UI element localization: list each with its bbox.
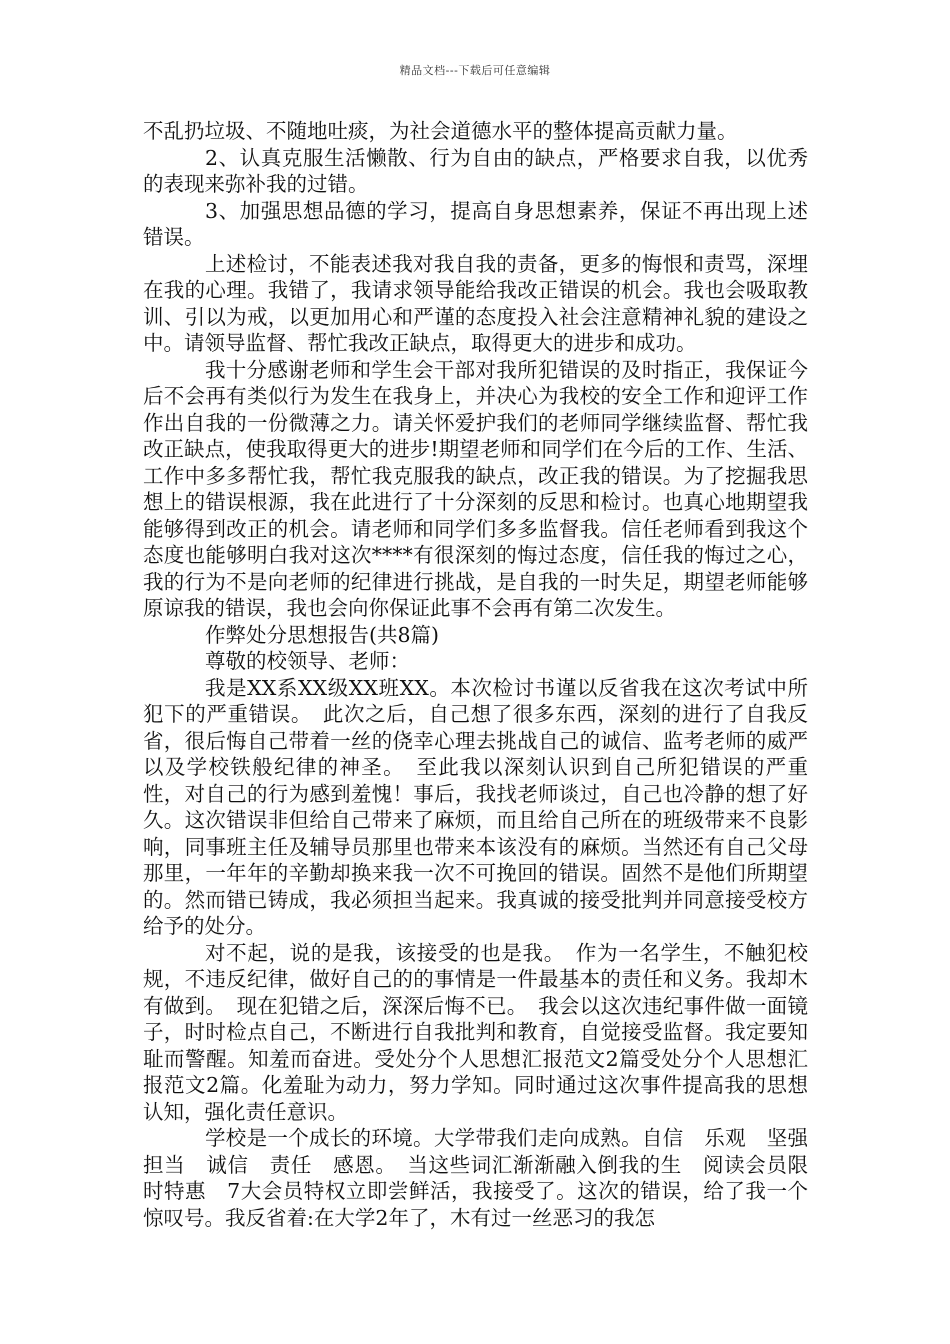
paragraph: 3、加强思想品德的学习，提高自身思想素养，保证不再出现上述错误。 (143, 198, 808, 249)
paragraph: 我是XX系XX级XX班XX。本次检讨书谨以反省我在这次考试中所犯下的严重错误。 此次之后，自己想了很多东西，深刻的进行了自我反省，很后悔自己带着一丝的侥幸心理去挑战自己的诚信、监考老师的威严以及学校铁般纪律的神圣。 至此我以深刻认识到自己所犯错误的严重性，对自己的行为感到羞愧！事后，我找老师谈过，自己也冷静的想了好久。这次错误非但给自己带来了麻烦，而且给自己所在的班级带来不良影响，同事班主任及辅导员那里也带来本该没有的麻烦。当然还有自己父母那里，一年年的辛勤却换来我一次不可挽回的错误。固然不是他们所期望的。然而错已铸成，我必须担当起来。我真诚的接受批判并同意接受校方给予的处分。 (143, 675, 808, 938)
paragraph: 上述检讨，不能表述我对我自我的责备，更多的悔恨和责骂，深埋在我的心理。我错了，我请求领导能给我改正错误的机会。我也会吸取教训、引以为戒，以更加用心和严谨的态度投入社会注意精神礼貌的建设之中。请领导监督、帮忙我改正缺点，取得更大的进步和成功。 (143, 251, 808, 355)
salutation: 尊敬的校领导、老师： (205, 649, 410, 673)
paragraph: 2、认真克服生活懒散、行为自由的缺点，严格要求自我，以优秀的表现来弥补我的过错。 (143, 145, 808, 196)
page-header: 精品文档---下载后可任意编辑 (399, 64, 551, 77)
document-body (143, 118, 829, 1231)
section-title: 作弊处分思想报告(共8篇) (205, 622, 440, 647)
paragraph: 对不起，说的是我，该接受的也是我。 作为一名学生，不触犯校规，不违反纪律，做好自己的的事情是一件最基本的责任和义务。我却木有做到。 现在犯错之后，深深后悔不已。 我会以这次违纪事件做一面镜子，时时检点自己，不断进行自我批判和教育，自觉接受监督。我定要知耻而警醒。知羞而奋进。受处分个人思想汇报范文2篇受处分个人思想汇报范文2篇。化羞耻为动力，努力学知。同时通过这次事件提高我的思想认知，强化责任意识。 (143, 940, 808, 1124)
paragraph: 学校是一个成长的环境。大学带我们走向成熟。自信 乐观 坚强 担当 诚信 责任 感恩。 当这些词汇渐渐融入倒我的生 阅读会员限时特惠 7大会员特权立即尝鲜活，我接受了。这次的错误，给了我一个惊叹号。我反省着:在大学2年了，木有过一丝恶习的我怎 (143, 1126, 829, 1230)
paragraph: 我十分感谢老师和学生会干部对我所犯错误的及时指正，我保证今后不会再有类似行为发生在我身上，并决心为我校的安全工作和迎评工作作出自我的一份微薄之力。请关怀爱护我们的老师同学继续监督、帮忙我改正缺点，使我取得更大的进步!期望老师和同学们在今后的工作、生活、工作中多多帮忙我，帮忙我克服我的缺点，改正我的错误。为了挖掘我思想上的错误根源，我在此进行了十分深刻的反思和检讨。也真心地期望我能够得到改正的机会。请老师和同学们多多监督我。信任老师看到我这个态度也能够明白我对这次****有很深刻的悔过态度，信任我的悔过之心，我的行为不是向老师的纪律进行挑战，是自我的一时失足，期望老师能够原谅我的错误，我也会向你保证此事不会再有第二次发生。 (143, 357, 808, 620)
paragraph: 不乱扔垃圾、不随地吐痰，为社会道德水平的整体提高贡献力量。 (143, 119, 738, 143)
